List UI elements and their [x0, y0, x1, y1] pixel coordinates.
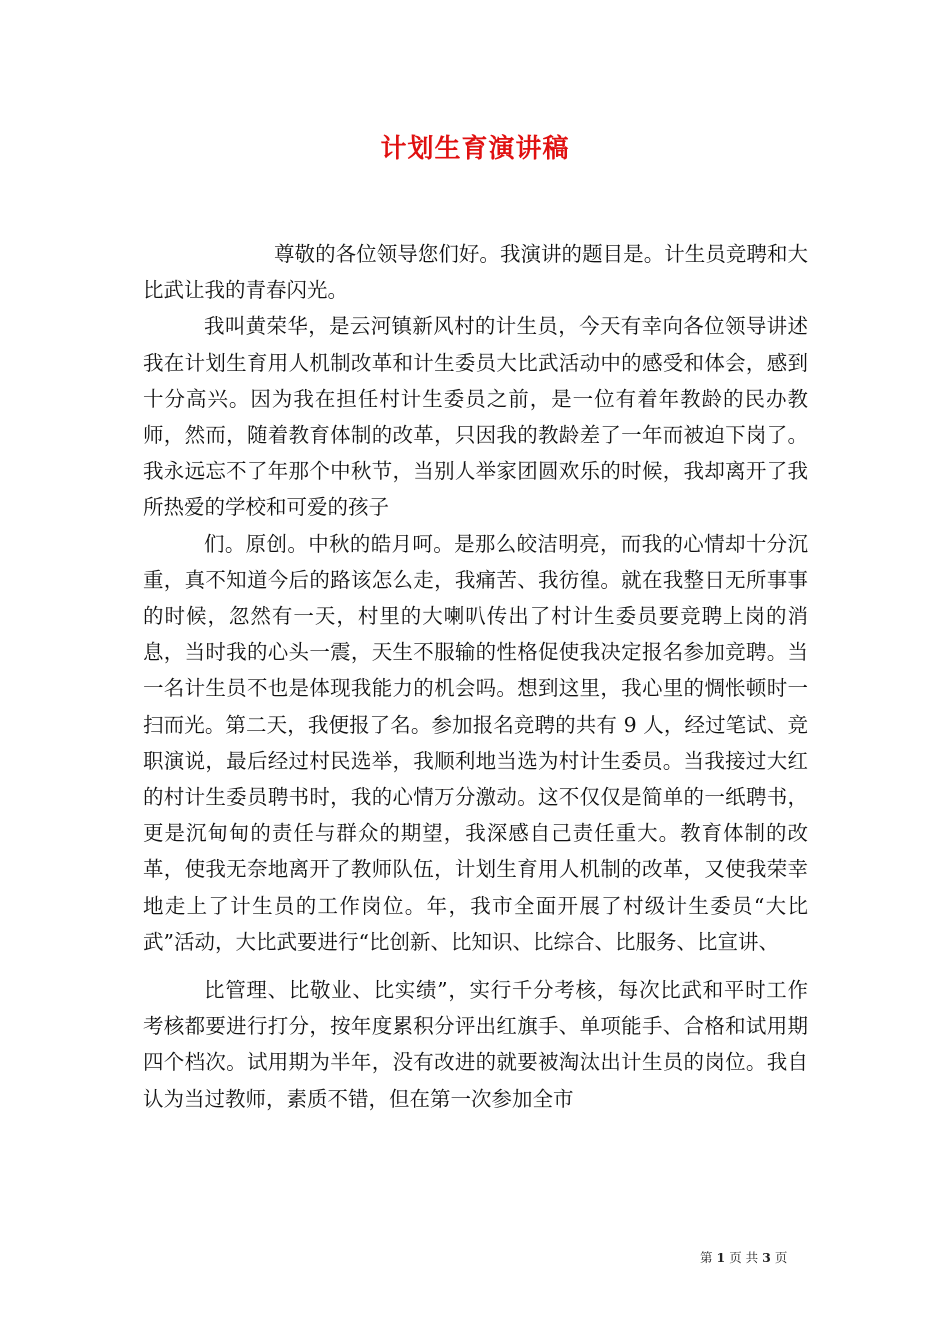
footer-middle: 页 共	[729, 1250, 759, 1265]
footer-current-page: 1	[716, 1250, 726, 1265]
footer-total-pages: 3	[762, 1250, 771, 1265]
document-body	[143, 236, 808, 1117]
footer-prefix: 第	[700, 1250, 713, 1265]
footer-suffix: 页	[774, 1250, 788, 1265]
paragraph-mid-autumn: 们。原创。中秋的皓月呵。是那么皎洁明亮，而我的心情却十分沉重，真不知道今后的路该怎么走，我痛苦、我彷徨。就在我整日无所事事的时候，忽然有一天，村里的大喇叭传出了村计生委员要竞聘上岗的消息，当时我的心头一震，天生不服输的性格促使我决定报名参加竞聘。当一名计生员不也是体现我能力的机会吗。想到这里，我心里的惆怅顿时一扫而光。第二天，我便报了名。参加报名竞聘的共有 9 人，经过笔试、竞职演说，最后经过村民选举，我顺利地当选为村计生委员。当我接过大红的村计生委员聘书时，我的心情万分激动。这不仅仅是简单的一纸聘书，更是沉甸甸的责任与群众的期望，我深感自己责任重大。教育体制的改革，使我无奈地离开了教师队伍，计划生育用人机制的改革，又使我荣幸地走上了计生员的工作岗位。年，我市全面开展了村级计生委员“大比武”活动，大比武要进行“比创新、比知识、比综合、比服务、比宣讲、	[143, 531, 808, 954]
paragraph-introduction: 我叫黄荣华，是云河镇新风村的计生员，今天有幸向各位领导讲述我在计划生育用人机制改革和计生委员大比武活动中的感受和体会，感到十分高兴。因为我在担任村计生委员之前，是一位有着年教龄的民办教师，然而，随着教育体制的改革，只因我的教龄差了一年而被迫下岗了。我永远忘不了年那个中秋节，当别人举家团圆欢乐的时候，我却离开了我所热爱的学校和可爱的孩子	[143, 314, 808, 520]
paragraph-greeting: 尊敬的各位领导您们好。我演讲的题目是。计生员竞聘和大比武让我的青春闪光。	[143, 242, 808, 303]
paragraph-assessment: 比管理、比敬业、比实绩”，实行千分考核，每次比武和平时工作考核都要进行打分，按年度累积分评出红旗手、单项能手、合格和试用期四个档次。试用期为半年，没有改进的就要被淘汰出计生员的岗位。我自认为当过教师，素质不错，但在第一次参加全市	[143, 978, 808, 1111]
page-number-footer	[700, 1248, 787, 1266]
document-title: 计划生育演讲稿	[380, 134, 570, 164]
